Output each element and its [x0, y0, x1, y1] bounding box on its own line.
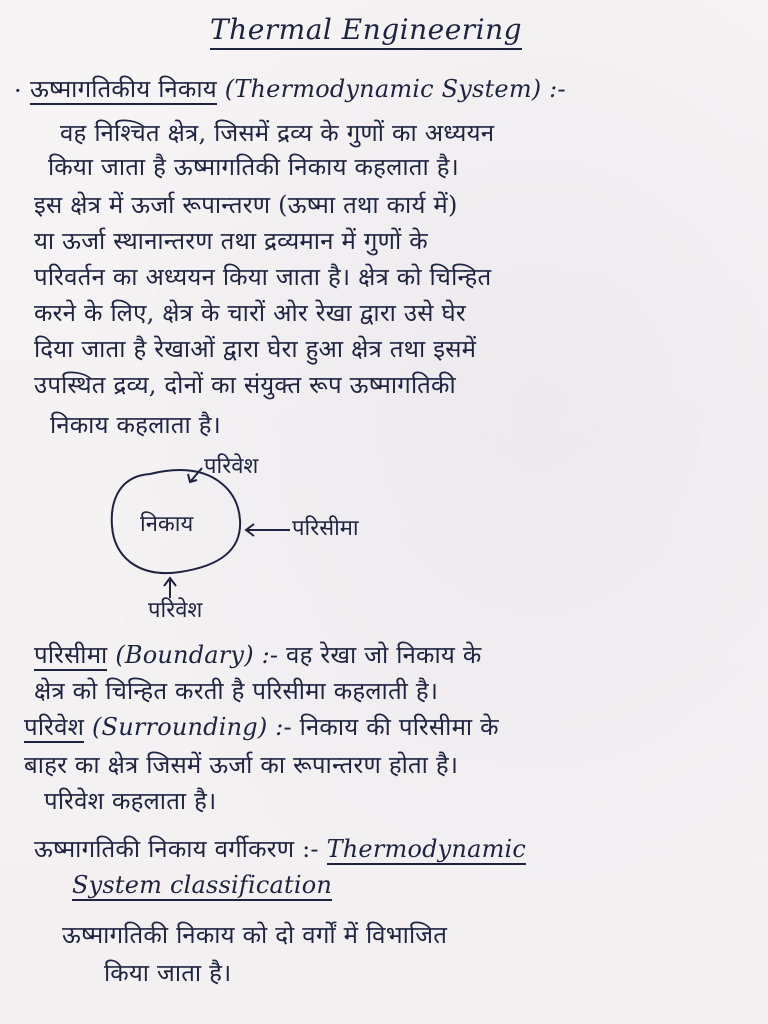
- body-line: ऊष्मागतिकी निकाय को दो वर्गों में विभाजित: [62, 921, 448, 949]
- classification-heading: [34, 834, 526, 864]
- body-line: दिया जाता है रेखाओं द्वारा घेरा हुआ क्षेत्र तथा इसमें: [34, 335, 477, 363]
- body-line: करने के लिए, क्षेत्र के चारों ओर रेखा द्वारा उसे घेर: [34, 299, 466, 327]
- section-heading: [30, 74, 566, 104]
- system-label: निकाय: [140, 512, 194, 537]
- boundary-text: वह रेखा जो निकाय के: [286, 641, 482, 669]
- boundary-term: परिसीमा: [34, 641, 108, 669]
- body-line: या ऊर्जा स्थानान्तरण तथा द्रव्यमान में गुणों के: [34, 227, 428, 255]
- classification-heading-english-2: [72, 870, 332, 900]
- body-line: उपस्थित द्रव्य, दोनों का संयुक्त रूप ऊष्मागतिकी: [34, 371, 456, 399]
- classification-heading-english: Thermodynamic: [326, 835, 527, 863]
- body-line: वह निश्चित क्षेत्र, जिसमें द्रव्य के गुणों का अध्ययन: [60, 119, 495, 147]
- system-diagram: [0, 440, 768, 630]
- boundary-label: परिसीमा: [292, 516, 359, 541]
- body-line: किया जाता है ऊष्मागतिकी निकाय कहलाता है।: [48, 153, 459, 181]
- surroundings-label-bottom: परिवेश: [148, 598, 203, 623]
- surrounding-text: निकाय की परिसीमा के: [299, 713, 499, 741]
- surrounding-term-english: (Surrounding) :-: [91, 713, 292, 741]
- boundary-term-english: (Boundary) :-: [115, 641, 279, 669]
- bullet-dot: ·: [14, 77, 22, 105]
- body-line: परिवर्तन का अध्ययन किया जाता है। क्षेत्र को चिन्हित: [34, 263, 492, 291]
- body-line: किया जाता है।: [104, 959, 232, 987]
- surrounding-definition: [24, 712, 499, 742]
- body-line: परिवेश कहलाता है।: [44, 787, 217, 815]
- system-diagram-drawing: [0, 440, 768, 630]
- heading-english: (Thermodynamic System) :-: [224, 75, 566, 103]
- body-line: क्षेत्र को चिन्हित करती है परिसीमा कहलाती है।: [34, 677, 439, 705]
- page-title: Thermal Engineering: [210, 12, 522, 50]
- classification-subheading: System classification: [72, 871, 333, 899]
- body-line: बाहर का क्षेत्र जिसमें ऊर्जा का रूपान्तरण होता है।: [24, 751, 459, 779]
- boundary-definition: [34, 640, 481, 670]
- body-line: इस क्षेत्र में ऊर्जा रूपान्तरण (ऊष्मा तथा कार्य में): [34, 191, 458, 219]
- heading-hindi: ऊष्मागतिकीय निकाय: [30, 75, 217, 103]
- body-line: निकाय कहलाता है।: [50, 411, 221, 439]
- classification-heading-hindi: ऊष्मागतिकी निकाय वर्गीकरण :-: [34, 835, 319, 863]
- surrounding-term: परिवेश: [24, 713, 85, 741]
- surroundings-label-top: परिवेश: [204, 454, 259, 479]
